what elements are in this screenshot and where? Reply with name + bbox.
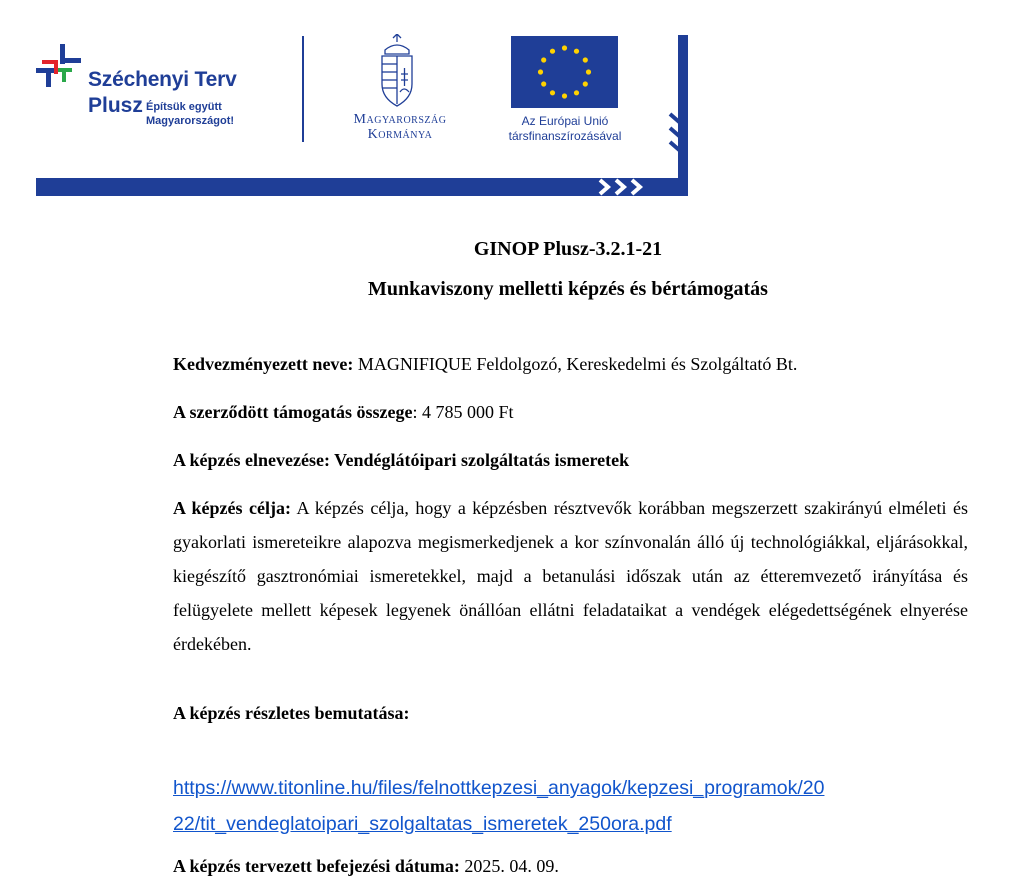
slogan-line-2: Magyarországot! [146, 115, 235, 127]
link-line-1[interactable]: https://www.titonline.hu/files/felnottkepzesi_anyagok/kepzesi_programok/20 [173, 777, 825, 799]
program-details-link[interactable] [173, 770, 973, 842]
header-banner [0, 0, 1024, 200]
grant-value: : 4 785 000 Ft [412, 402, 514, 422]
szechenyi-cross-icon [36, 44, 88, 104]
end-date-label: A képzés tervezett befejezési dátuma: [173, 856, 460, 876]
eu-logo [500, 34, 650, 154]
slogan-line-1: Építsük együtt [146, 101, 222, 113]
end-date-value: 2025. 04. 09. [459, 856, 559, 876]
training-name-row [173, 443, 968, 477]
eu-cofinancing-text [500, 114, 630, 144]
programme-code: GINOP Plusz-3.2.1-21 [473, 238, 663, 260]
eu-text-line-2: társfinanszírozásával [508, 129, 622, 143]
end-date-row [173, 849, 968, 883]
link-line-2[interactable]: 22/tit_vendeglatoipari_szolgaltatas_ismeretek_250ora.pdf [173, 813, 672, 835]
government-logo [320, 34, 480, 154]
document-title: Munkaviszony melletti képzés és bértámogatás [368, 278, 768, 300]
chevrons-down-icon [664, 110, 692, 170]
training-goal-paragraph [173, 491, 968, 661]
szechenyi-plusz: Plusz [88, 94, 143, 117]
beneficiary-value: MAGNIFIQUE Feldolgozó, Kereskedelmi és Szolgáltató Bt. [353, 354, 798, 374]
details-heading-row [173, 696, 968, 730]
chevrons-right-icon [594, 176, 664, 198]
grant-label: A szerződött támogatás összege [173, 402, 413, 422]
eu-flag-icon [511, 36, 618, 108]
grant-row [173, 395, 968, 429]
banner-divider [302, 36, 304, 142]
training-goal-label: A képzés célja: [173, 498, 291, 518]
government-name-line-2: Kormánya [367, 127, 433, 142]
training-name-label: A képzés elnevezése: Vendéglátóipari szolgáltatás ismeretek [173, 450, 630, 470]
banner-bottom-bar [36, 178, 688, 196]
hungarian-crest-icon [376, 34, 418, 108]
beneficiary-label: Kedvezményezett neve: [173, 354, 354, 374]
szechenyi-slogan [146, 100, 276, 128]
details-label: A képzés részletes bemutatása: [173, 703, 410, 723]
eu-text-line-1: Az Európai Unió [521, 114, 609, 128]
szechenyi-terv-logo [36, 44, 286, 144]
beneficiary-row [173, 347, 968, 381]
government-name-line-1: Magyarország [353, 112, 447, 127]
training-goal-text: A képzés célja, hogy a képzésben résztvevők korábban megszerzett szakirányú elméleti és gyakorlati ismereteikre alapozva megismerkedjenek a kor színvonalán álló új technológiákkal, eljárásokkal, kiegészítő gasztronómiai ismeretekkel, majd a betanulási időszak után az étteremvezető irányítása és felügyelete mellett képesek legyenek önállóan ellátni feladataikat a vendégek elégedettségének elnyerése érdekében. [173, 498, 969, 654]
szechenyi-title: Széchenyi Terv [88, 68, 237, 91]
government-name [320, 112, 480, 142]
